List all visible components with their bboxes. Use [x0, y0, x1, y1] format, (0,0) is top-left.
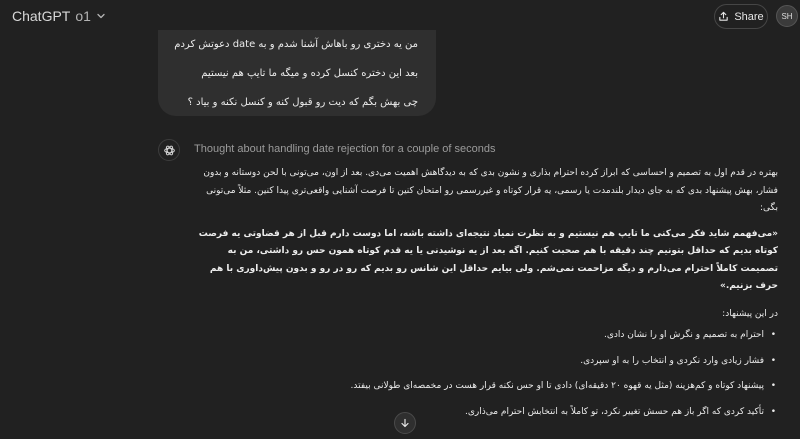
top-bar: [0, 0, 800, 32]
model-name: ChatGPT: [12, 8, 71, 24]
list-item: • احترام به تصمیم و نگرش او را نشان دادی.: [194, 327, 778, 345]
user-avatar[interactable]: SH: [776, 5, 798, 27]
response-paragraph: در این پیشنهاد:: [722, 308, 778, 319]
list-item: • فشار زیادی وارد نکردی و انتخاب را به او سپردی.: [194, 353, 778, 371]
share-button[interactable]: [714, 4, 768, 29]
list-item: • تأکید کردی که اگر باز هم حسش تغییر نکرد، تو کاملاً به انتخابش احترام می‌ذاری.: [194, 404, 778, 422]
scroll-to-bottom-button[interactable]: [394, 412, 416, 434]
thought-summary-toggle[interactable]: Thought about handling date rejection for a couple of seconds: [194, 143, 496, 155]
openai-logo-icon: [158, 139, 180, 161]
response-paragraph: بهتره در قدم اول به تصمیم و احساسی که ابراز کرده احترام بذاری و نشون بدی که به دیدگاهش اهمیت می‌دی. بعد از اون، می‌تونی با لحن دوستانه و بدون فشار، بهش پیشنهاد بدی که به جای دیدار بلندمدت یا رسمی، یه قرار کوتاه و غیررسمی رو امتحان کنین تا فرصت آشنایی واقعی‌تری پیدا کنین. مثلاً می‌تونی بگی:: [203, 168, 778, 213]
model-version: o1: [75, 8, 91, 24]
share-label: Share: [734, 10, 764, 23]
user-message-bubble: [158, 30, 436, 116]
share-icon: [718, 11, 729, 22]
list-item: • پیشنهاد کوتاه و کم‌هزینه (مثل یه قهوه ۲۰ دقیقه‌ای) دادی تا او حس نکنه قرار هست در مخمصه‌ای طولانی بیفتد.: [194, 378, 778, 396]
model-selector[interactable]: [6, 5, 112, 27]
response-bullet-list: [194, 327, 778, 421]
user-message-line: بعد این دختره کنسل کرده و میگه ما تایپ هم نیستیم: [201, 68, 418, 79]
arrow-down-icon: [400, 418, 410, 428]
user-message-line: من یه دختری رو باهاش آشنا شدم و به date دعوتش کردم: [174, 39, 418, 50]
user-message-line: چی بهش بگم که دیت رو قبول کنه و کنسل نکنه و بیاد ؟: [187, 97, 418, 108]
chevron-down-icon: [96, 11, 106, 21]
assistant-response: [194, 160, 778, 439]
response-quote: «می‌فهمم شاید فکر می‌کنی ما تایپ هم نیستیم و به نظرت نمیاد نتیجه‌ای داشته باشه، اما دوست دارم قبل از هر قضاوتی یه فرصت کوتاه بدیم که حداقل بتونیم چند دقیقه با هم صحبت کنیم. اگه بعد از یه نوشیدنی یا یه قدم کوتاه همون حس رو داشتی، من به تصمیمت کاملاً احترام می‌ذارم و دیگه مزاحمت نمی‌شم. ولی بیایم حداقل این شانس رو بدیم که رو در رو و بدون پیش‌داوری با هم حرف بزنیم.»: [198, 228, 778, 291]
